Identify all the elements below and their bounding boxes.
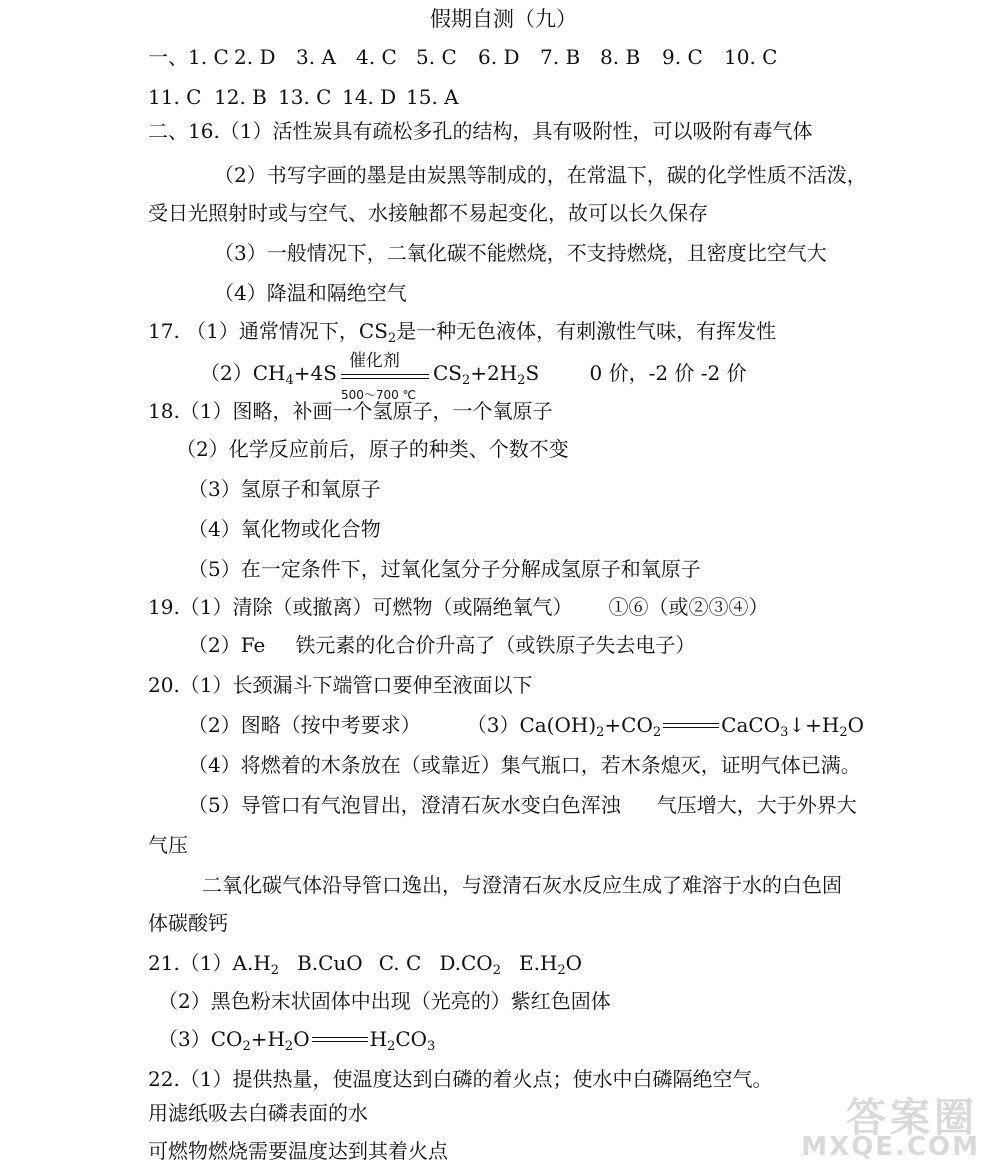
q16-line: 二、16.（1）活性炭具有疏松多孔的结构，具有吸附性，可以吸附有毒气体 (148, 119, 813, 143)
q16-line: 受日光照射时或与空气、水接触都不易起变化，故可以长久保存 (148, 201, 708, 225)
q19-line: 19.（1）清除（或撤离）可燃物（或隔绝氧气） ①⑥（或②③④） (148, 595, 769, 619)
mc-answer: 3. A (296, 45, 336, 69)
mc-answer: 14. D (342, 85, 397, 109)
mc-answer: 7. B (540, 45, 581, 69)
q21-line: $(3)CO_2+H_2O$ $H_2CO_3$ (158, 1027, 436, 1054)
q19-line: （2）Fe 铁元素的化合价升高了（或铁原子失去电子） (188, 633, 696, 657)
q21-line: $21.(1)A.H_2$ B.CuO C. C $D.CO_2$ $E.H_2O$ (148, 951, 583, 978)
mc-answer: 一、1. C (148, 45, 229, 69)
mc-answers-row-2 (148, 84, 459, 110)
q18-line: （3）氢原子和氧原子 (188, 477, 381, 501)
page-title: 假期自测（九） (430, 7, 577, 31)
valence-values: 0 价，-2 价 -2 价 (589, 361, 747, 385)
watermark-url: MXQE.COM (801, 1132, 980, 1162)
reaction-condition: 催化剂 500～700 ℃ (341, 362, 429, 388)
q20-line: （4）将燃着的木条放在（或靠近）集气瓶口，若木条熄灭，证明气体已满。 (188, 753, 861, 777)
mc-answer: 11. C (148, 85, 202, 109)
mc-answer: 9. C (662, 45, 703, 69)
mc-answer: 8. B (600, 45, 641, 69)
q20-line: 20.（1）长颈漏斗下端管口要伸至液面以下 (148, 673, 533, 697)
q17-equation: $(2)CH_4+4S$ 催化剂 500～700 ℃ $CS_2+2H_2S$ 0 价，-2 价 -2 价 (200, 350, 747, 402)
q22-line: 用滤纸吸去白磷表面的水 (148, 1101, 368, 1125)
q22-line: 22.（1）提供热量，使温度达到白磷的着火点；使水中白磷隔绝空气。 (148, 1067, 773, 1091)
watermark-text: 答案圈 (846, 1095, 978, 1141)
mc-answer: 10. C (724, 45, 778, 69)
mc-answer: 12. B (214, 85, 267, 109)
q16-line: （4）降温和隔绝空气 (214, 281, 407, 305)
q20-line: （5）导管口有气泡冒出，澄清石灰水变白色浑浊 气压增大，大于外界大 (188, 793, 857, 817)
q18-line: （2）化学反应前后，原子的种类、个数不变 (176, 437, 569, 461)
q17-line: 17. （1）通常情况下，$CS_2$是一种无色液体，有刺激性气味，有挥发性 (148, 319, 777, 346)
q22-line: 可燃物燃烧需要温度达到其着火点 (148, 1139, 448, 1163)
mc-answer: 6. D (478, 45, 520, 69)
q20-line: （2）图略（按中考要求） $(3)Ca(OH)_2+CO_2$ $CaCO_3↓+H_2O$ (188, 713, 865, 740)
mc-answer: 15. A (406, 85, 459, 109)
equals-sign (663, 722, 719, 732)
q18-line: （5）在一定条件下，过氧化氢分子分解成氢原子和氧原子 (188, 557, 701, 581)
q20-line: 气压 (148, 833, 188, 857)
q18-line: （4）氧化物或化合物 (188, 517, 381, 541)
equals-sign (312, 1036, 368, 1046)
mc-answer: 4. C (356, 45, 397, 69)
q18-line: 18.（1）图略，补画一个氢原子，一个氧原子 (148, 399, 553, 423)
mc-answers-row-1 (148, 44, 777, 70)
q20-line: 体碳酸钙 (148, 911, 228, 935)
q16-line: （2）书写字画的墨是由炭黑等制成的，在常温下，碳的化学性质不活泼， (214, 163, 867, 187)
mc-answer: 5. C (416, 45, 457, 69)
q16-line: （3）一般情况下，二氧化碳不能燃烧，不支持燃烧，且密度比空气大 (214, 241, 827, 265)
mc-answer: 2. D (234, 45, 276, 69)
watermark-logo (788, 1086, 988, 1162)
q21-line: （2）黑色粉末状固体中出现（光亮的）紫红色固体 (158, 989, 611, 1013)
q20-line: 二氧化碳气体沿导管口逸出，与澄清石灰水反应生成了难溶于水的白色固 (202, 873, 842, 897)
mc-answer: 13. C (278, 85, 332, 109)
